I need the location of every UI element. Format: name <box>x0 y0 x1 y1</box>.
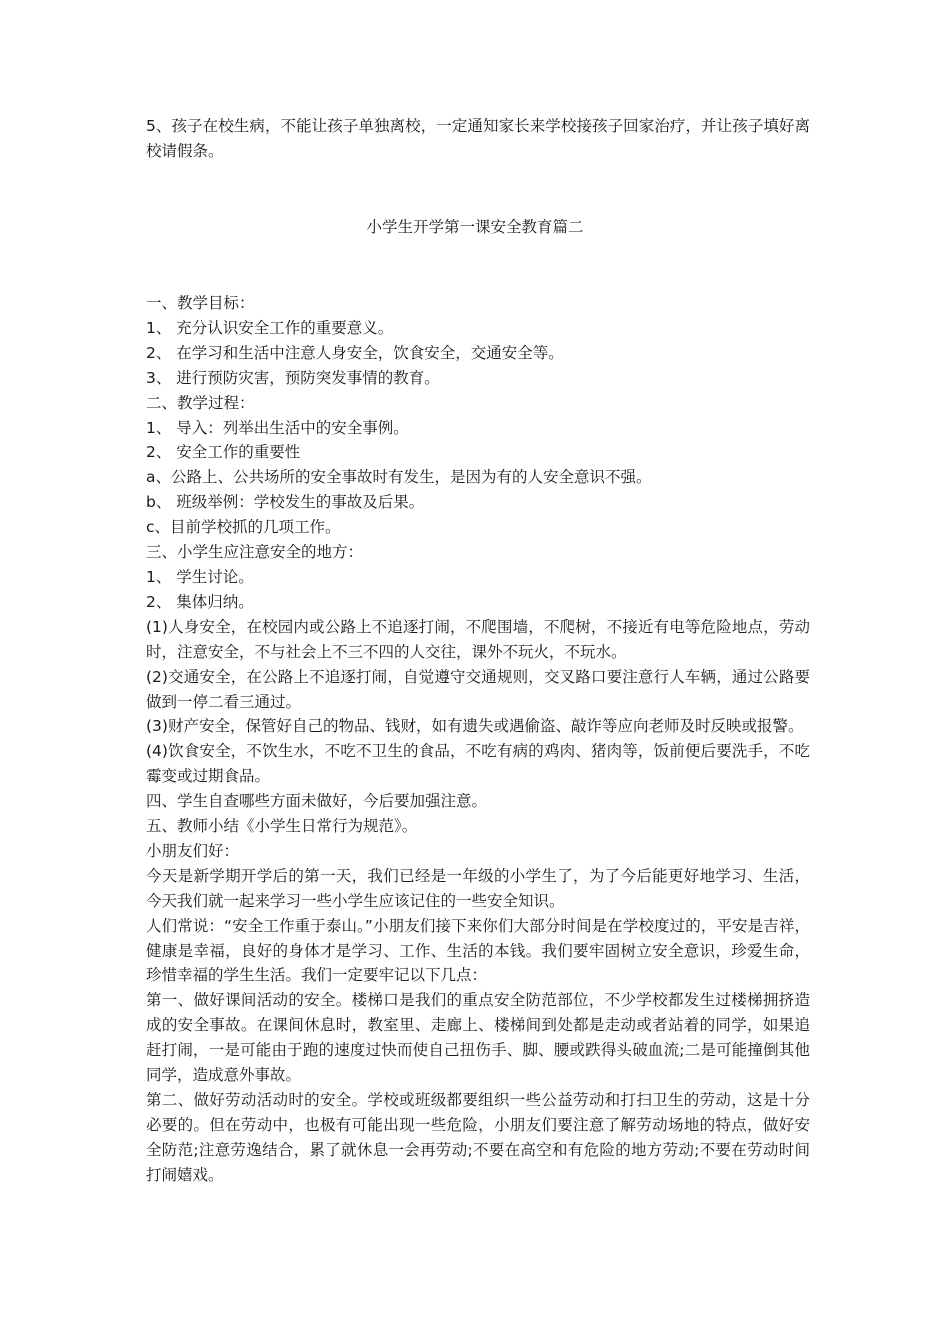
greeting: 小朋友们好： <box>146 841 240 860</box>
heading-safety-places: 三、小学生应注意安全的地方： <box>146 543 364 562</box>
list-item: a、公路上、公共场所的安全事故时有发生，是因为有的人安全意识不强。 <box>146 468 652 487</box>
list-item: 3、 进行预防灾害，预防突发事情的教育。 <box>146 368 440 387</box>
list-item: 1、 导入：列举出生活中的安全事例。 <box>146 418 409 437</box>
list-item: 2、 集体归纳。 <box>146 592 254 611</box>
heading-teacher-summary: 五、教师小结《小学生日常行为规范》。 <box>146 817 418 836</box>
safety-paragraph: (2)交通安全，在公路上不追逐打闹，自觉遵守交通规则，交叉路口要注意行人车辆，通过公路要做到一停二看三通过。 <box>146 667 810 711</box>
list-item: 2、 安全工作的重要性 <box>146 443 301 462</box>
document-body <box>146 291 810 1188</box>
list-item: 1、 学生讨论。 <box>146 567 254 586</box>
safety-paragraph: (1)人身安全，在校园内或公路上不追逐打闹，不爬围墙，不爬树，不接近有电等危险地点，劳动时，注意安全，不与社会上不三不四的人交往，课外不玩火，不玩水。 <box>146 617 810 661</box>
safety-paragraph: (4)饮食安全，不饮生水，不吃不卫生的食品，不吃有病的鸡肉、猪肉等，饭前便后要洗手，不吃霉变或过期食品。 <box>146 742 810 786</box>
list-item: c、目前学校抓的几项工作。 <box>146 518 341 537</box>
list-item: 1、 充分认识安全工作的重要意义。 <box>146 318 394 337</box>
safety-paragraph: (3)财产安全，保管好自己的物品、钱财，如有遗失或遇偷盗、敲诈等应向老师及时反映或报警。 <box>146 717 804 736</box>
list-item: 2、 在学习和生活中注意人身安全，饮食安全，交通安全等。 <box>146 343 564 362</box>
top-paragraph: 5、孩子在校生病，不能让孩子单独离校，一定通知家长来学校接孩子回家治疗，并让孩子填好离校请假条。 <box>146 117 810 160</box>
body-paragraph: 人们常说：“安全工作重于泰山。”小朋友们接下来你们大部分时间是在学校度过的，平安是吉祥，健康是幸福，良好的身体才是学习、工作、生活的本钱。我们要牢固树立安全意识，珍爱生命，珍惜幸福的学生生活。我们一定要牢记以下几点： <box>146 916 810 985</box>
list-item: b、 班级举例：学校发生的事故及后果。 <box>146 493 425 512</box>
heading-teaching-goals: 一、教学目标： <box>146 294 255 312</box>
body-paragraph: 第二、做好劳动活动时的安全。学校或班级都要组织一些公益劳动和打扫卫生的劳动，这是十分必要的。但在劳动中，也极有可能出现一些危险，小朋友们要注意了解劳动场地的特点，做好安全防范;注意劳逸结合，累了就休息一会再劳动;不要在高空和有危险的地方劳动;不要在劳动时间打闹嬉戏。 <box>146 1091 810 1184</box>
body-paragraph: 今天是新学期开学后的第一天，我们已经是一年级的小学生了，为了今后能更好地学习、生活，今天我们就一起来学习一些小学生应该记住的一些安全知识。 <box>146 866 810 910</box>
section-title: 小学生开学第一课安全教育篇二 <box>366 218 584 236</box>
heading-self-check: 四、学生自查哪些方面未做好，今后要加强注意。 <box>146 792 488 811</box>
heading-teaching-process: 二、教学过程： <box>146 393 255 412</box>
body-paragraph: 第一、做好课间活动的安全。楼梯口是我们的重点安全防范部位，不少学校都发生过楼梯拥挤造成的安全事故。在课间休息时，教室里、走廊上、楼梯间到处都是走动或者站着的同学，如果追赶打闹，一是可能由于跑的速度过快而使自己扭伤手、脚、腰或跌得头破血流;二是可能撞倒其他同学，造成意外事故。 <box>146 991 810 1085</box>
